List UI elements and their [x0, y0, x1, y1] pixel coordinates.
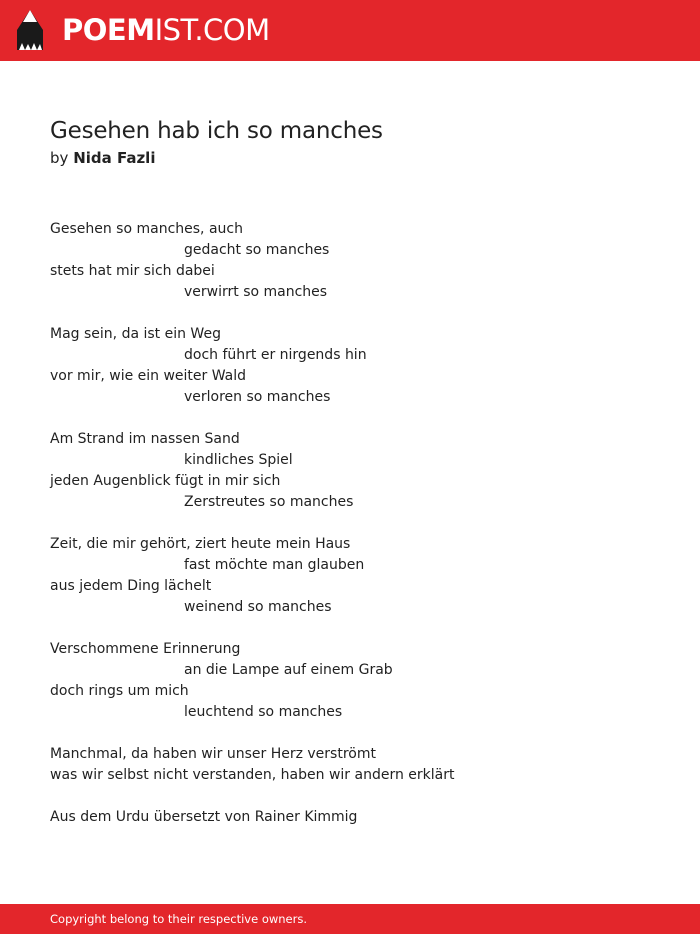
poem-line: Zerstreutes so manches: [184, 494, 354, 510]
poem-line: kindliches Spiel: [184, 452, 293, 468]
poem-line: aus jedem Ding lächelt: [50, 578, 212, 594]
poem-line: leuchtend so manches: [184, 704, 343, 720]
stanza-break: [50, 618, 670, 639]
stanza-break: [50, 408, 670, 429]
poem-title: Gesehen hab ich so manches: [50, 118, 383, 144]
author-name: Nida Fazli: [73, 149, 156, 167]
poem-line: was wir selbst nicht verstanden, haben wir andern erklärt: [50, 767, 455, 783]
poem-line: Mag sein, da ist ein Weg: [50, 326, 221, 342]
byline: [50, 148, 155, 169]
pencil-logo-icon: [17, 10, 43, 52]
site-footer: [0, 904, 700, 934]
poem-line: verloren so manches: [184, 389, 331, 405]
poem-line: doch führt er nirgends hin: [184, 347, 367, 363]
poem-line: vor mir, wie ein weiter Wald: [50, 368, 247, 384]
poem-line: stets hat mir sich dabei: [50, 263, 215, 279]
poem-line: Gesehen so manches, auch: [50, 221, 243, 237]
logo-text-strong: POEM: [62, 13, 155, 47]
site-logo[interactable]: [62, 12, 270, 48]
poem-line: jeden Augenblick fügt in mir sich: [50, 473, 281, 489]
poem-line: weinend so manches: [184, 599, 332, 615]
poem-line: Zeit, die mir gehört, ziert heute mein Haus: [50, 536, 351, 552]
poem-line: Verschommene Erinnerung: [50, 641, 241, 657]
stanza-break: [50, 786, 670, 807]
poem-body: [50, 219, 670, 828]
copyright-notice: Copyright belong to their respective owners.: [50, 912, 308, 926]
poem-line: Am Strand im nassen Sand: [50, 431, 240, 447]
stanza-break: [50, 513, 670, 534]
translation-credit: Aus dem Urdu übersetzt von Rainer Kimmig: [50, 809, 358, 825]
logo-text-light: IST.COM: [154, 13, 270, 47]
byline-prefix: by: [50, 149, 69, 167]
stanza-break: [50, 303, 670, 324]
poem-line: gedacht so manches: [184, 242, 330, 258]
poem-line: Manchmal, da haben wir unser Herz verströmt: [50, 746, 376, 762]
poem-line: verwirrt so manches: [184, 284, 328, 300]
poem-line: doch rings um mich: [50, 683, 189, 699]
poem-line: an die Lampe auf einem Grab: [184, 662, 393, 678]
poem-line: fast möchte man glauben: [184, 557, 365, 573]
site-header: [0, 0, 700, 61]
stanza-break: [50, 723, 670, 744]
